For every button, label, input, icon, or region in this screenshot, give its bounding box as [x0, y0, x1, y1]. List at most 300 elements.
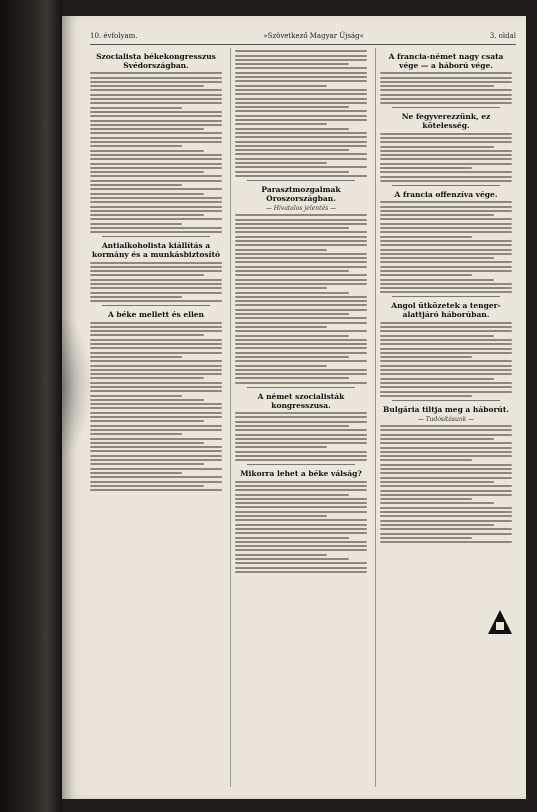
article-body [380, 133, 512, 182]
text-line [90, 227, 222, 229]
article-body [380, 72, 512, 104]
text-line [380, 167, 472, 169]
text-line [90, 77, 222, 79]
text-line [235, 309, 367, 311]
text-line [235, 257, 367, 259]
text-line [380, 206, 512, 208]
text-line [380, 322, 512, 324]
text-line [90, 433, 182, 435]
text-line [380, 369, 512, 371]
text-line [235, 434, 367, 436]
text-line [380, 227, 512, 229]
article-body [235, 214, 367, 384]
text-line [235, 153, 367, 155]
text-line [380, 287, 512, 289]
article-divider [247, 464, 355, 465]
text-line [380, 89, 512, 91]
text-line [90, 158, 222, 160]
text-line [90, 476, 222, 478]
text-line [90, 334, 204, 336]
text-line [380, 373, 512, 375]
text-line [235, 166, 367, 168]
text-line [380, 528, 512, 530]
text-line [380, 335, 494, 337]
text-line [90, 399, 204, 401]
text-line [380, 490, 512, 492]
text-line [90, 442, 204, 444]
newspaper-page [62, 16, 526, 799]
text-line [235, 537, 349, 539]
text-line [380, 291, 512, 293]
text-line [235, 545, 367, 547]
article-headline: A német szocialisták kongresszusa. [257, 391, 345, 410]
article [235, 392, 367, 466]
article [90, 310, 222, 491]
text-line [235, 304, 367, 306]
text-line [380, 455, 512, 457]
text-line [90, 463, 204, 465]
text-line [90, 287, 222, 289]
text-line [380, 214, 494, 216]
text-line [235, 511, 367, 513]
text-line [380, 180, 512, 182]
article [235, 50, 367, 181]
text-line [90, 386, 222, 388]
text-line [380, 261, 512, 263]
text-line [380, 283, 512, 285]
page-label: 10. évfolyam. [90, 32, 138, 40]
text-line [380, 391, 512, 393]
text-line [235, 421, 367, 423]
article-headline: A francia-német nagy csata vége — a háború vége. [388, 52, 504, 70]
article [90, 52, 222, 237]
text-line [90, 171, 204, 173]
article-divider [247, 180, 355, 181]
text-line [235, 136, 367, 138]
text-line [235, 558, 349, 560]
text-line [380, 223, 512, 225]
text-line [90, 450, 222, 452]
text-line [235, 106, 349, 108]
text-line [380, 356, 472, 358]
text-line [90, 231, 222, 233]
text-line [380, 434, 512, 436]
article-headline: Bulgária tiltja meg a háborút. [383, 404, 509, 414]
text-line [235, 55, 367, 57]
text-line [90, 455, 222, 457]
text-line [235, 377, 349, 379]
text-line [380, 210, 512, 212]
article-body [380, 425, 512, 543]
text-line [235, 429, 367, 431]
text-line [90, 352, 222, 354]
text-line [235, 498, 367, 500]
text-line [90, 111, 222, 113]
column-3 [375, 48, 516, 787]
text-line [380, 137, 512, 139]
text-line [235, 313, 349, 315]
text-line [380, 352, 512, 354]
text-line [90, 283, 222, 285]
text-line [235, 149, 349, 151]
column-1 [90, 48, 226, 787]
text-line [90, 347, 222, 349]
text-line [235, 549, 367, 551]
text-line [90, 360, 222, 362]
text-line [235, 244, 367, 246]
text-line [235, 223, 367, 225]
text-line [235, 567, 367, 569]
article-body [90, 322, 222, 492]
text-line [90, 395, 182, 397]
article [380, 52, 512, 108]
text-line [235, 253, 367, 255]
text-line [90, 214, 204, 216]
text-line [90, 343, 222, 345]
text-line [235, 266, 367, 268]
text-line [90, 115, 222, 117]
article-headline: Ne fegyverezzünk, ez kötelesség. [401, 112, 491, 131]
text-line [90, 489, 222, 491]
text-line [90, 377, 204, 379]
text-line [380, 360, 512, 362]
text-line [380, 502, 494, 504]
article-headline: Mikorra lehet a béke válság? [240, 469, 362, 479]
text-line [90, 481, 222, 483]
text-line [90, 279, 222, 281]
text-line [235, 373, 367, 375]
text-line [235, 494, 349, 496]
text-line [90, 416, 222, 418]
text-line [235, 296, 367, 298]
text-line [235, 506, 367, 508]
text-line [90, 403, 222, 405]
text-line [90, 223, 182, 225]
text-line [90, 154, 222, 156]
text-line [235, 412, 367, 414]
text-line [90, 365, 222, 367]
page-shadow [62, 316, 92, 456]
text-line [235, 80, 367, 82]
article-headline: A francia offenzíva vége. [394, 189, 498, 199]
text-line [90, 472, 182, 474]
text-line [90, 339, 222, 341]
text-line [235, 369, 367, 371]
text-line [90, 94, 222, 96]
text-line [90, 128, 204, 130]
text-line [380, 201, 512, 203]
text-line [380, 176, 512, 178]
text-line [380, 253, 512, 255]
text-line [235, 347, 367, 349]
text-line [90, 210, 222, 212]
text-line [380, 386, 512, 388]
text-line [235, 162, 327, 164]
text-line [380, 279, 494, 281]
text-line [90, 193, 204, 195]
text-line [90, 218, 222, 220]
text-line [380, 348, 512, 350]
article [235, 185, 367, 388]
article-divider [392, 107, 500, 108]
text-line [380, 447, 512, 449]
text-line [90, 150, 204, 152]
text-line [235, 524, 367, 526]
text-line [235, 326, 327, 328]
text-line [380, 94, 512, 96]
text-line [380, 154, 512, 156]
text-line [235, 115, 367, 117]
article [380, 301, 512, 400]
text-line [235, 231, 367, 233]
text-line [235, 562, 367, 564]
text-line [235, 145, 367, 147]
text-line [380, 438, 494, 440]
text-line [235, 171, 349, 173]
text-line [380, 343, 512, 345]
text-line [235, 98, 367, 100]
text-line [235, 123, 327, 125]
text-line [90, 300, 222, 302]
text-line [90, 175, 222, 177]
text-line [90, 330, 222, 332]
text-line [90, 89, 222, 91]
text-line [235, 50, 367, 52]
text-line [235, 89, 367, 91]
text-line [90, 107, 182, 109]
text-line [90, 322, 222, 324]
text-line [380, 395, 472, 397]
text-line [380, 537, 472, 539]
text-line [235, 528, 367, 530]
text-line [380, 244, 512, 246]
text-line [235, 287, 327, 289]
text-line [380, 365, 512, 367]
text-line [380, 141, 512, 143]
article-divider [102, 236, 210, 237]
article [380, 112, 512, 186]
text-line [235, 425, 349, 427]
text-line [380, 378, 494, 380]
text-line [235, 322, 367, 324]
text-line [90, 468, 222, 470]
text-line [235, 270, 349, 272]
text-line [90, 412, 222, 414]
text-line [90, 206, 222, 208]
text-line [380, 442, 512, 444]
text-line [380, 459, 472, 461]
text-line [380, 133, 512, 135]
text-line [235, 339, 367, 341]
text-line [235, 343, 367, 345]
text-line [380, 524, 494, 526]
book-binding [0, 0, 62, 812]
text-line [235, 102, 367, 104]
text-line [380, 158, 512, 160]
text-line [90, 163, 222, 165]
article-subhead: — Tudósításunk — [417, 415, 475, 423]
text-line [90, 98, 222, 100]
text-line [90, 429, 222, 431]
library-stamp-icon [486, 608, 514, 638]
text-line [235, 236, 367, 238]
text-line [235, 214, 367, 216]
article-divider [102, 305, 210, 306]
text-line [235, 519, 367, 521]
text-line [235, 502, 367, 504]
text-line [235, 63, 349, 65]
article-body [90, 262, 222, 303]
text-line [235, 438, 367, 440]
article-columns [90, 48, 516, 787]
text-line [90, 459, 222, 461]
text-line [90, 373, 222, 375]
text-line [90, 72, 222, 74]
text-line [235, 158, 367, 160]
text-line [380, 485, 512, 487]
text-line [380, 451, 512, 453]
text-line [90, 438, 222, 440]
text-line [235, 541, 367, 543]
text-line [90, 369, 222, 371]
article-subhead: — Hivatalos jelentés — [265, 204, 337, 212]
text-line [235, 219, 367, 221]
text-line [380, 520, 512, 522]
text-line [380, 85, 494, 87]
text-line [380, 326, 512, 328]
text-line [235, 279, 367, 281]
text-line [235, 141, 367, 143]
text-line [380, 163, 512, 165]
text-line [380, 146, 494, 148]
text-line [380, 81, 512, 83]
text-line [380, 511, 512, 513]
text-line [90, 407, 222, 409]
text-line [235, 571, 367, 573]
text-line [235, 330, 367, 332]
text-line [380, 472, 512, 474]
page-number: 3. oldal [489, 32, 516, 40]
text-line [235, 481, 367, 483]
text-line [235, 352, 367, 354]
article-divider [392, 296, 500, 297]
text-line [90, 124, 222, 126]
text-line [380, 249, 512, 251]
text-line [90, 266, 222, 268]
text-line [380, 102, 512, 104]
text-line [90, 326, 222, 328]
article-body [235, 50, 367, 177]
text-line [380, 231, 512, 233]
text-line [235, 67, 367, 69]
text-line [380, 498, 472, 500]
text-line [90, 180, 222, 182]
article-body [235, 481, 367, 573]
article-headline: Angol ütközetek a tenger-alattjáró háborúban. [391, 301, 501, 320]
text-line [380, 270, 512, 272]
article-headline: Szocialista békekongresszus Svédországban. [96, 52, 216, 70]
text-line [235, 240, 367, 242]
text-line [380, 240, 512, 242]
text-line [90, 184, 182, 186]
text-line [90, 197, 222, 199]
text-line [90, 274, 204, 276]
text-line [90, 425, 222, 427]
text-line [90, 296, 182, 298]
text-line [380, 236, 472, 238]
page-header [90, 30, 516, 45]
text-line [235, 365, 327, 367]
text-line [380, 494, 512, 496]
text-line [90, 85, 204, 87]
text-line [380, 541, 512, 543]
text-line [235, 72, 367, 74]
text-line [235, 59, 367, 61]
article-body [380, 322, 512, 397]
text-line [380, 218, 512, 220]
text-line [90, 390, 222, 392]
text-line [90, 145, 182, 147]
text-line [90, 141, 222, 143]
text-line [90, 188, 222, 190]
text-line [380, 429, 512, 431]
text-line [235, 442, 367, 444]
article-headline: Parasztmozgalmak Oroszországban. [261, 184, 341, 203]
text-line [380, 72, 512, 74]
text-line [380, 266, 512, 268]
text-line [235, 227, 349, 229]
text-line [235, 446, 327, 448]
text-line [235, 360, 367, 362]
text-line [90, 81, 222, 83]
text-line [235, 283, 367, 285]
text-line [235, 459, 367, 461]
text-line [380, 468, 512, 470]
text-line [235, 554, 327, 556]
article-headline: A béke mellett és ellen [107, 310, 205, 320]
text-line [380, 77, 512, 79]
text-line [90, 270, 222, 272]
text-line [380, 515, 512, 517]
text-line [380, 150, 512, 152]
article-body [235, 412, 367, 461]
text-line [235, 485, 367, 487]
text-line [235, 132, 367, 134]
article-body [380, 201, 512, 293]
text-line [235, 110, 367, 112]
text-line [235, 317, 367, 319]
text-line [90, 356, 182, 358]
text-line [235, 335, 349, 337]
text-line [90, 120, 222, 122]
text-line [235, 455, 367, 457]
text-line [235, 292, 349, 294]
text-line [380, 274, 472, 276]
text-line [90, 420, 204, 422]
text-line [90, 262, 222, 264]
text-line [90, 485, 204, 487]
column-2 [230, 48, 371, 787]
text-line [235, 119, 367, 121]
text-line [235, 416, 367, 418]
text-line [90, 102, 222, 104]
text-line [90, 382, 222, 384]
text-line [235, 274, 367, 276]
text-line [235, 128, 349, 130]
text-line [235, 532, 367, 534]
text-line [235, 300, 367, 302]
text-line [380, 339, 512, 341]
